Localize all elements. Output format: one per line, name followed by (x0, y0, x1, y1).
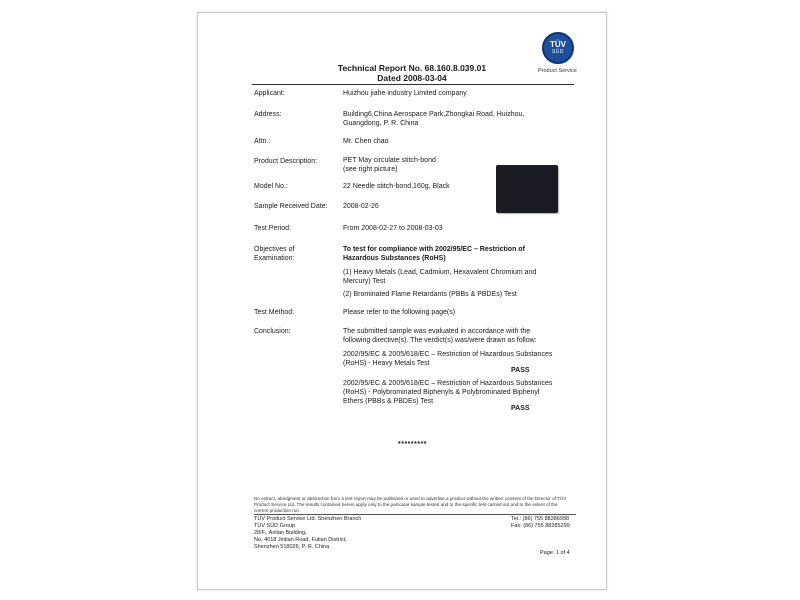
objectives-value-line2: Hazardous Substances (RoHS) (343, 255, 446, 262)
footer-rule (254, 514, 576, 515)
objectives-label-line2: Examination: (254, 255, 295, 262)
method-value: Please refer to the following page(s) (343, 309, 456, 316)
footer-fax: Fax: (86) 755 88285299 (511, 523, 570, 529)
period-value: From 2008-02-27 to 2008-03-03 (343, 225, 443, 232)
product-value-line2: (see right picture) (343, 166, 398, 173)
model-value: 22 Needle stitch-bond,160g, Black (343, 183, 450, 190)
report-title: Technical Report No. 68.160.8.039.01 (337, 63, 487, 73)
footer-company-line2: TÜV SÜD Group (254, 523, 295, 529)
conclusion-line1: The submitted sample was evaluated in accordance with the (343, 328, 531, 335)
product-photo (496, 165, 558, 213)
logo-top-text: TÜV (550, 40, 566, 49)
attn-label: Attn.: (254, 138, 271, 145)
report-date: Dated 2008-03-04 (377, 73, 447, 83)
verdict2-line3: Ethers (PBBs & PBDEs) Test (343, 398, 434, 405)
method-label: Test Method: (254, 309, 295, 316)
objective2: (2) Brominated Flame Retardants (PBBs & PBDEs) Test (343, 291, 517, 298)
conclusion-label: Conclusion: (254, 328, 291, 335)
logo-caption: Product Service (538, 68, 577, 74)
address-value-line1: Building6,China Aerospace Park,Zhongkai Road, Huizhou, (343, 111, 525, 118)
product-label: Product Description: (254, 158, 318, 165)
footer-address-line2: No. 4018 Jintian Road, Futian District, (254, 537, 347, 543)
objective1-line2: Mercury) Test (343, 278, 386, 285)
verdict1-result: PASS (511, 367, 530, 374)
objectives-value-line1: To test for compliance with 2002/95/EC – Restriction of (343, 246, 525, 253)
verdict1-line2: (RoHS) - Heavy Metals Test (343, 360, 430, 367)
footer-address-line3: Shenzhen 518026, P. R. China (254, 544, 330, 550)
verdict2-line2: (RoHS) - Polybrominated Biphenyls & Polybrominated Biphenyl (343, 389, 540, 396)
footer-company-line1: TÜV Product Service Ltd. Shenzhen Branch (254, 516, 362, 522)
page-number: Page: 1 of 4 (540, 550, 570, 556)
period-label: Test Period: (254, 225, 291, 232)
conclusion-line2: following directive(s). The verdict(s) was/were drawn as follow: (343, 337, 537, 344)
address-label: Address: (254, 111, 282, 118)
verdict1-line1: 2002/95/EC & 2005/618/EC – Restriction of Hazardous Substances (343, 351, 553, 358)
objectives-label-line1: Objectives of (254, 246, 295, 253)
tuv-logo (542, 32, 574, 64)
model-label: Model No.: (254, 183, 288, 190)
address-value-line2: Guangdong, P. R. China (343, 120, 419, 127)
product-value-line1: PET May circulate stitch-bond (343, 157, 436, 164)
title-rule (252, 84, 574, 85)
objective1-line1: (1) Heavy Metals (Lead, Cadmium, Hexavalent Chromium and (343, 269, 537, 276)
applicant-value: Huizhou jiahe industry Limited company (343, 90, 467, 97)
footer-address-line1: 28/F., Anlian Building, (254, 530, 307, 536)
received-value: 2008-02-26 (343, 203, 379, 210)
verdict2-line1: 2002/95/EC & 2005/618/EC – Restriction of Hazardous Substances (343, 380, 553, 387)
disclaimer-line2: Product Service Ltd. The results contained herein apply only to the particular sample tested and to the specific test carried out and to the extent of the (254, 502, 558, 507)
separator-stars: ********* (398, 441, 428, 448)
received-label: Sample Received Date: (254, 203, 328, 210)
verdict2-result: PASS (511, 405, 530, 412)
disclaimer-line1: No extract, abridgment or abstraction from a test report may be published or used to advertise a product without the written consent of the Director of TÜV (254, 496, 567, 501)
disclaimer-line3: current production run. (254, 508, 301, 513)
footer-tel: Tel.: (86) 755 88286998 (511, 516, 570, 522)
applicant-label: Applicant: (254, 90, 285, 97)
logo-bottom-text: SÜD (551, 49, 565, 55)
attn-value: Mr. Chen chao (343, 138, 389, 145)
